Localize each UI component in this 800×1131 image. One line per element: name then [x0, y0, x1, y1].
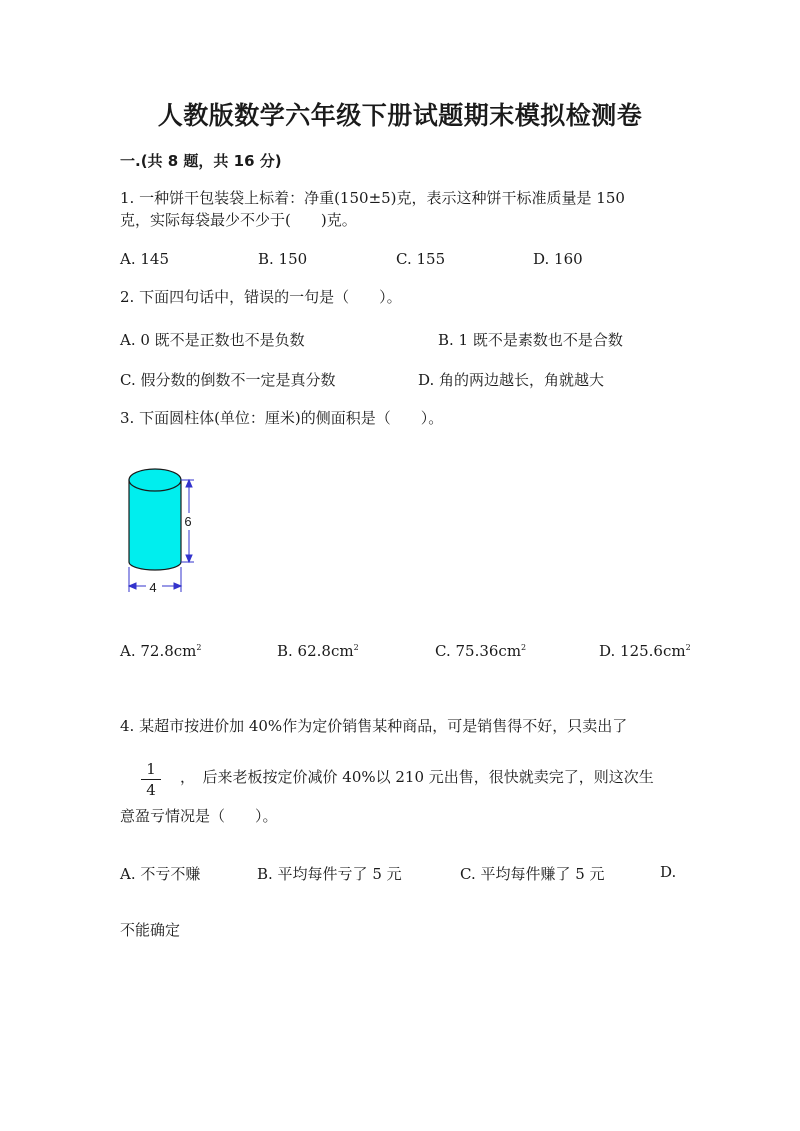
height-label: 6	[184, 514, 192, 529]
question-3-option-d: D. $125.6cm^2$	[599, 642, 691, 660]
question-1-option-a: A. 145	[120, 250, 169, 268]
cylinder-figure	[118, 455, 208, 600]
question-4-line-2: ， 后来老板按定价减价 40%以 210 元出售，很快就卖完了，则这次生	[180, 768, 654, 786]
question-2-option-b: B. 1 既不是素数也不是合数	[438, 331, 623, 349]
question-1-option-b: B. 150	[258, 250, 308, 268]
question-4-option-b: B. 平均每件亏了 5 元	[257, 865, 402, 883]
question-4-option-d-text: 不能确定	[120, 921, 181, 939]
question-2-option-a: A. 0 既不是正数也不是负数	[120, 331, 305, 349]
question-4-option-c: C. 平均每件赚了 5 元	[460, 865, 605, 883]
question-1-line-2: 克，实际每袋最少不少于( )克。	[120, 211, 357, 229]
question-3-option-a: A. $72.8cm^2$	[120, 642, 202, 660]
question-2-option-c: C. 假分数的倒数不一定是真分数	[120, 371, 336, 389]
fraction-denominator: 4	[146, 781, 156, 799]
question-3-option-b: B. $62.8cm^2$	[277, 642, 359, 660]
question-4-line-1: 4. 某超市按进价加 40%作为定价销售某种商品，可是销售得不好，只卖出了	[120, 717, 628, 735]
section-heading: 一.(共 8 题，共 16 分)	[120, 152, 282, 170]
question-3-option-c: C. $75.36cm^2$	[435, 642, 527, 660]
question-2-text: 2. 下面四句话中，错误的一句是（ ）。	[120, 288, 402, 306]
fraction-numerator: 1	[146, 760, 156, 778]
question-2-option-d: D. 角的两边越长，角就越大	[418, 371, 605, 389]
fraction-bar	[141, 779, 161, 780]
cylinder-body	[129, 469, 181, 570]
fraction-one-quarter	[141, 760, 161, 799]
page-title: 人教版数学六年级下册试题期末模拟检测卷	[157, 101, 643, 130]
question-1-line-1: 1. 一种饼干包装袋上标着：净重(150±5)克，表示这种饼干标准质量是 150	[120, 189, 625, 207]
question-4-option-d: D.	[660, 863, 677, 881]
question-4-line-3: 意盈亏情况是（ ）。	[120, 807, 278, 825]
question-4-option-a: A. 不亏不赚	[120, 865, 201, 883]
question-1-option-c: C. 155	[396, 250, 446, 268]
question-3-text: 3. 下面圆柱体(单位：厘米)的侧面积是（ ）。	[120, 409, 444, 427]
diameter-label: 4	[149, 580, 157, 595]
question-1-option-d: D. 160	[533, 250, 583, 268]
